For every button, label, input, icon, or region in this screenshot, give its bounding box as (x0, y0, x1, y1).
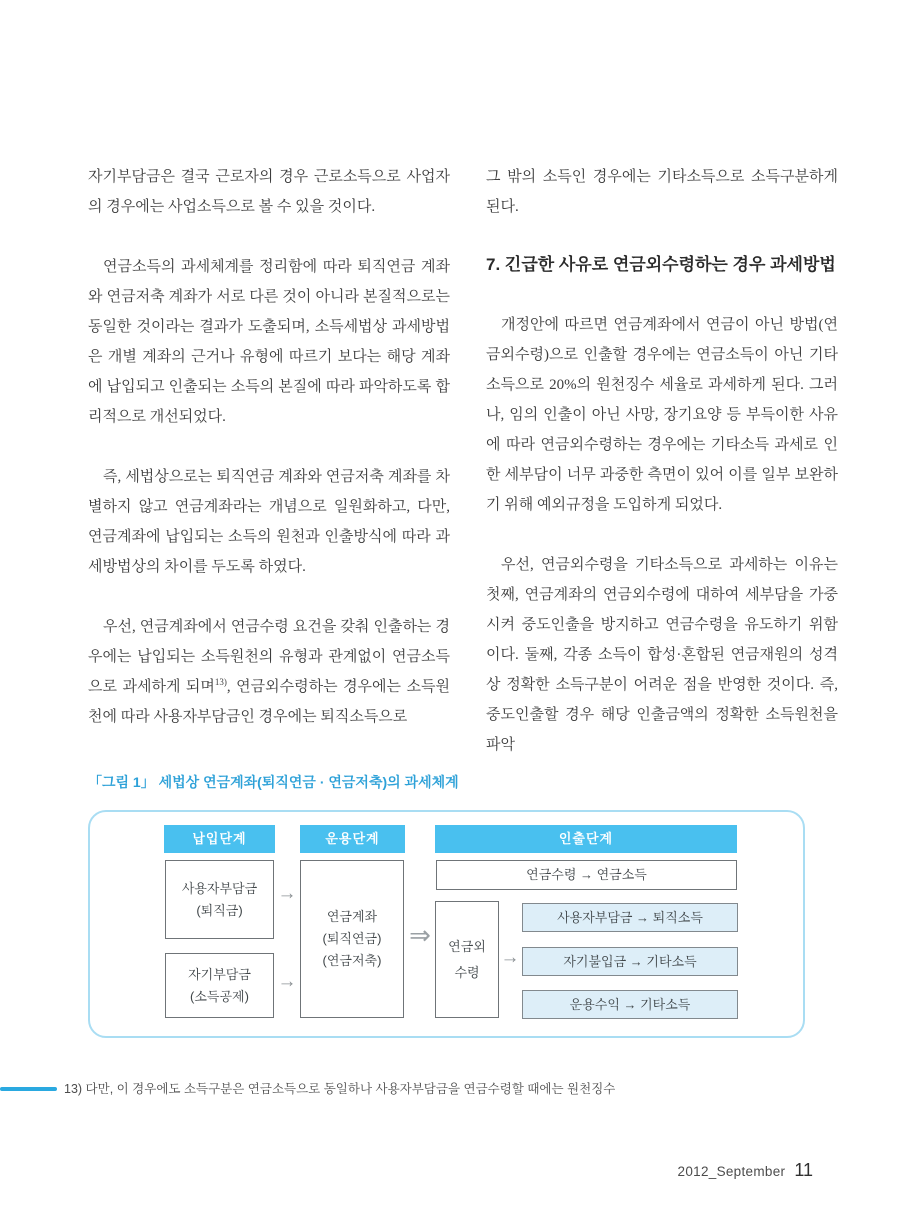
outcome-row-other-income-earnings: 운용수익 → 기타소득 (522, 990, 738, 1019)
paragraph: 즉, 세법상으로는 퇴직연금 계좌와 연금저축 계좌를 차별하지 않고 연금계좌라는 개념으로 일원화하고, 다만, 연금계좌에 납입되는 소득의 원천과 인출방식에 따라 과세방법상의 차이를 두도록 하였다. (88, 469, 450, 575)
box-label: (퇴직금) (196, 902, 243, 918)
stage-header-payment: 납입단계 (164, 825, 275, 853)
double-arrow-icon: ⇒ (409, 920, 431, 950)
box-label: (퇴직연금) (322, 931, 382, 946)
box-label: 자기부담금 (188, 966, 251, 982)
box-label: 사용자부담금 (181, 880, 258, 896)
stage-header-management: 운용단계 (300, 825, 405, 853)
paragraph: 연금소득의 과세체계를 정리함에 따라 퇴직연금 계좌와 연금저축 계좌가 서로 다른 것이 아니라 본질적으로는 동일한 것이라는 결과가 도출되며, 소득세법상 과세방법은 개별 계좌의 근거나 유형에 따르기 보다는 해당 계좌에 납입되고 인출되는 소득의 본질에 따라 파악하도록 합리적으로 개선되었다. (88, 259, 450, 425)
non-annuity-receipt-box (435, 901, 499, 1018)
right-column (486, 162, 838, 790)
footnote-divider (0, 1087, 57, 1091)
paragraph-text: , 연금외수령하는 경우에는 소득원천에 따라 사용자부담금인 경우에는 퇴직소득으로 (88, 679, 450, 725)
box-label: 연금계좌 (326, 909, 378, 924)
outcome-row-retirement-income: 사용자부담금 → 퇴직소득 (522, 903, 738, 932)
page-footer (678, 1160, 813, 1181)
box-label: 연금외 (448, 938, 486, 954)
paragraph: 개정안에 따르면 연금계좌에서 연금이 아닌 방법(연금외수령)으로 인출할 경우에는 연금소득이 아닌 기타소득으로 20%의 원천징수 세율로 과세하게 된다. 그러나, 임의 인출이 아닌 사망, 장기요양 등 부득이한 사유에 따라 연금외수령하는 경우에는 기타소득 과세로 인한 세부담이 너무 과중한 측면이 있어 이를 일부 보완하기 위해 예외규정을 도입하게 되었다. (486, 317, 838, 513)
footer-page-number: 11 (794, 1160, 813, 1180)
figure-diagram (88, 810, 805, 1038)
paragraph: 우선, 연금외수령을 기타소득으로 과세하는 이유는 첫째, 연금계좌의 연금외수령에 대하여 세부담을 가중시켜 중도인출을 방지하고 연금수령을 유도하기 위함이다. 둘째, 각종 소득이 합성·혼합된 연금재원의 성격상 정확한 소득구분이 어려운 점을 반영한 것이다. 즉, 중도인출할 경우 해당 인출금액의 정확한 소득원천을 파악 (486, 557, 838, 753)
box-label: 수령 (454, 964, 480, 980)
footnote-reference: 13) (214, 677, 227, 687)
employer-contribution-box (165, 860, 274, 939)
left-column (88, 162, 450, 762)
footer-issue-label: 2012_September (677, 1164, 786, 1179)
box-label: (소득공제) (190, 988, 249, 1004)
box-label: (연금저축) (322, 953, 382, 968)
footnote-text: 13) 다만, 이 경우에도 소득구분은 연금소득으로 동일하나 사용자부담금을 연금수령할 때에는 원천징수 (64, 1082, 616, 1096)
pension-account-box (300, 860, 404, 1018)
annuity-receipt-row: 연금수령 → 연금소득 (436, 860, 737, 890)
paragraph-text: 우선, 연금계좌에서 연금수령 요건을 갖춰 인출하는 경우에는 납입되는 소득원천의 유형과 관계없이 연금소득으로 과세하게 되며 (88, 619, 450, 695)
outcome-row-other-income-self: 자기불입금 → 기타소득 (522, 947, 738, 976)
figure-caption: 「그림 1」 세법상 연금계좌(퇴직연금 · 연금저축)의 과세체계 (88, 774, 459, 790)
arrow-right-icon: → (277, 971, 297, 992)
self-contribution-box (165, 953, 274, 1018)
arrow-right-icon: → (277, 883, 297, 904)
paragraph (88, 612, 450, 732)
stage-header-withdrawal: 인출단계 (435, 825, 737, 853)
arrow-right-icon: → (500, 947, 520, 968)
paragraph: 그 밖의 소득인 경우에는 기타소득으로 소득구분하게 된다. (486, 169, 838, 215)
paragraph: 자기부담금은 결국 근로자의 경우 근로소득으로 사업자의 경우에는 사업소득으로 볼 수 있을 것이다. (88, 169, 450, 215)
section-heading: 7. 긴급한 사유로 연금외수령하는 경우 과세방법 (486, 255, 836, 274)
